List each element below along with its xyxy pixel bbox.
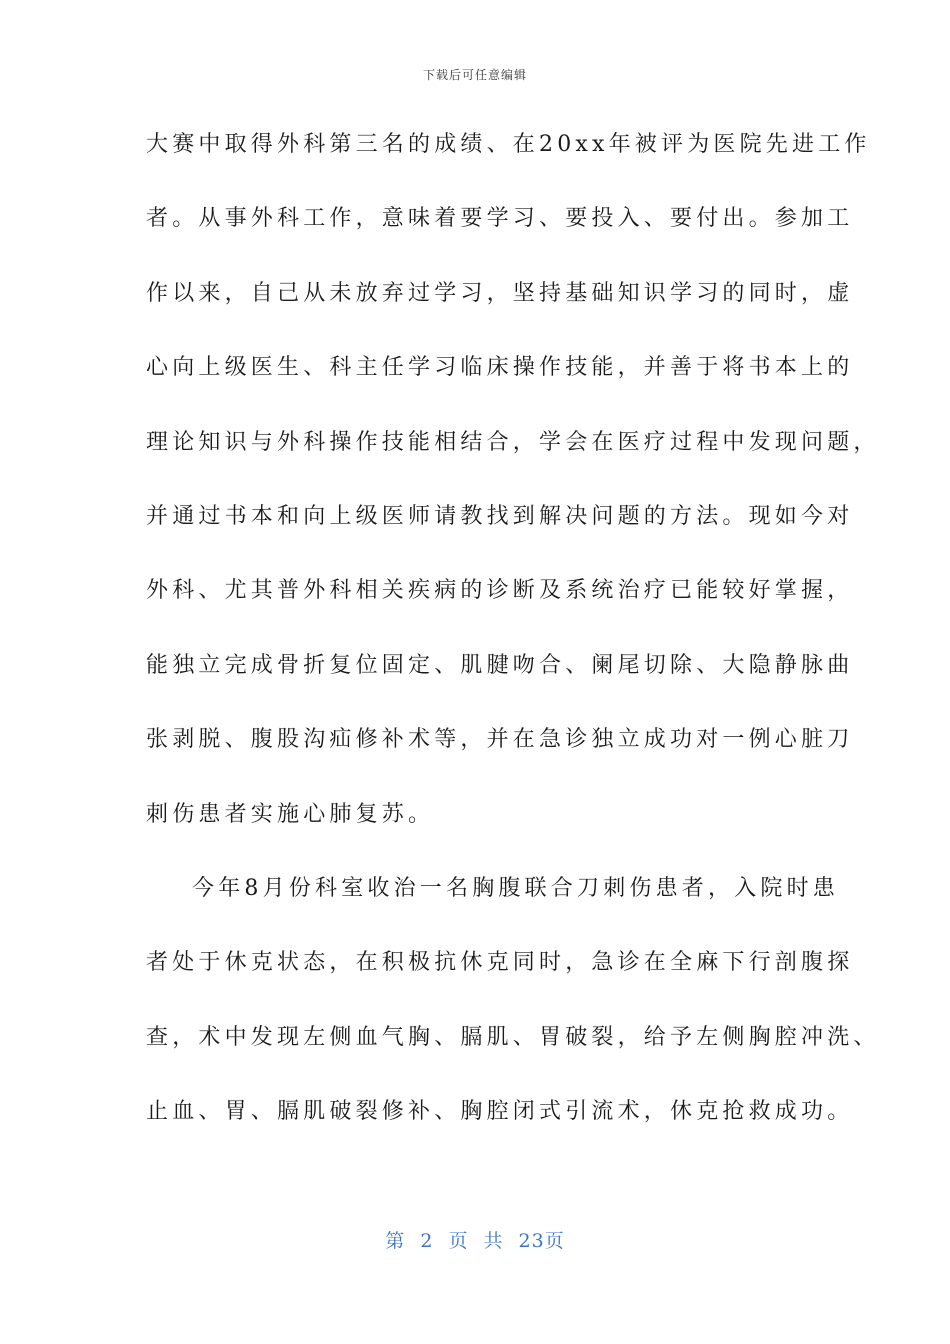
text-line: 并通过书本和向上级医师请教找到解决问题的方法。现如今对 — [146, 503, 854, 529]
text-line: 张剥脱、腹股沟疝修补术等，并在急诊独立成功对一例心脏刀 — [146, 727, 854, 753]
text-line: 外科、尤其普外科相关疾病的诊断及系统治疗已能较好掌握， — [146, 578, 854, 604]
text-line: 刺伤患者实施心肺复苏。 — [146, 801, 435, 827]
text-line: 止血、胃、膈肌破裂修补、胸腔闭式引流术，休克抢救成功。 — [146, 1099, 854, 1125]
text-line: 能独立完成骨折复位固定、肌腱吻合、阑尾切除、大隐静脉曲 — [146, 652, 854, 678]
text-line: 心向上级医生、科主任学习临床操作技能，并善于将书本上的 — [146, 355, 854, 381]
page-header: 下载后可任意编辑 — [422, 68, 527, 82]
page-number: 第 2 页 共 23页 — [385, 1230, 565, 1252]
text-line: 者。从事外科工作，意味着要学习、要投入、要付出。参加工 — [146, 206, 854, 232]
text-line: 作以来，自己从未放弃过学习，坚持基础知识学习的同时，虚 — [146, 280, 854, 306]
text-line: 查，术中发现左侧血气胸、膈肌、胃破裂，给予左侧胸腔冲洗、 — [146, 1024, 880, 1050]
paragraph-1 — [146, 120, 880, 864]
paragraph-2 — [146, 864, 880, 1162]
text-line: 者处于休克状态，在积极抗休克同时，急诊在全麻下行剖腹探 — [146, 950, 854, 976]
text-line: 今年8月份科室收治一名胸腹联合刀刺伤患者，入院时患 — [192, 875, 839, 901]
body-text — [146, 120, 880, 1161]
text-line: 理论知识与外科操作技能相结合，学会在医疗过程中发现问题， — [146, 429, 880, 455]
text-line: 大赛中取得外科第三名的成绩、在20xx年被评为医院先进工作 — [146, 132, 871, 157]
